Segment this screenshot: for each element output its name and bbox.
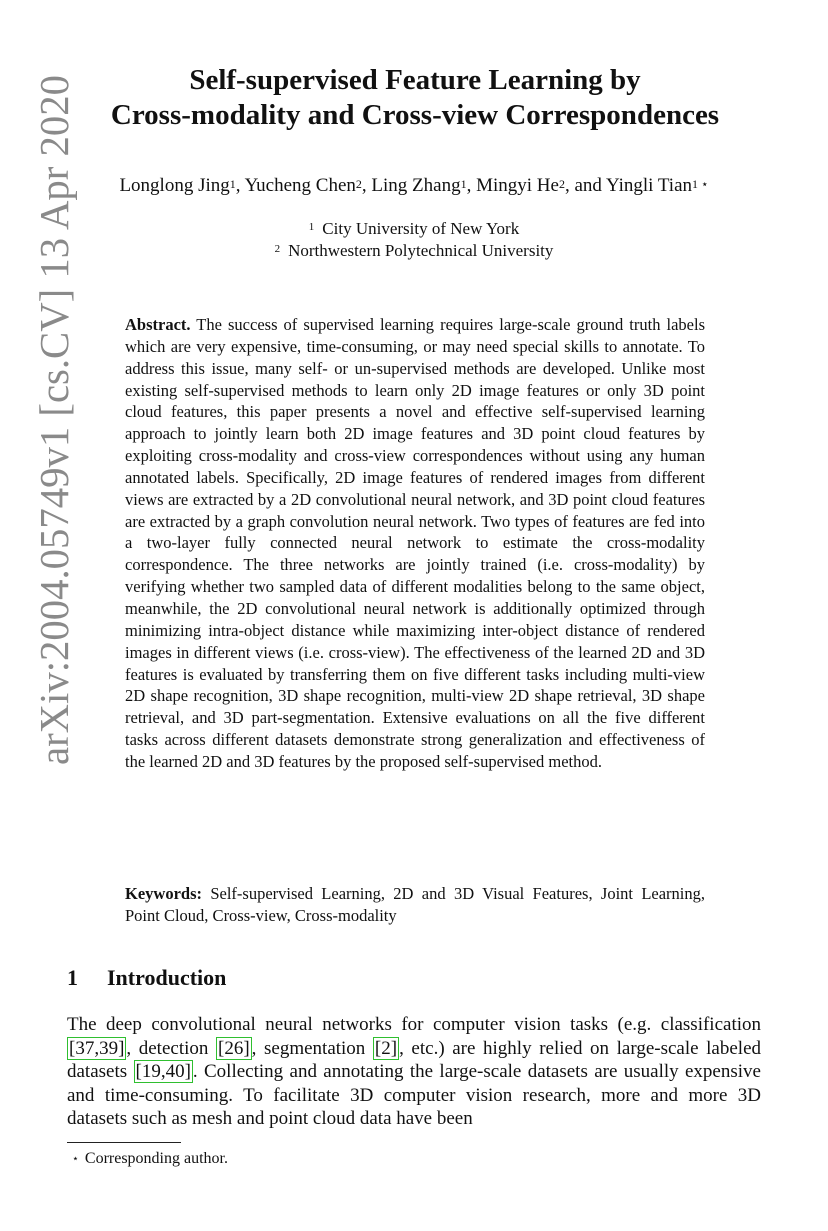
section-title: Introduction (107, 965, 227, 990)
abstract (125, 314, 705, 773)
citation-link[interactable]: [19,40] (135, 1061, 191, 1083)
intro-text: , etc.) are highly relied on large-scale labeled datasets (67, 1037, 762, 1083)
author-name: Ling Zhang (371, 175, 461, 196)
affiliation (0, 240, 828, 262)
intro-text: The deep convolutional neural networks for computer vision tasks (e.g. classification (67, 1014, 761, 1035)
author-affil-mark: 1 (460, 177, 467, 191)
affiliation (0, 218, 828, 240)
abstract-label: Abstract. (125, 315, 191, 334)
intro-text: , segmentation (251, 1037, 373, 1059)
author-list: Longlong Jing$^1$, Yucheng Chen$^2$, Ling Zhang$^1$, Mingyi He$^2$, and Yingli Tian$^{1 ⋆}$ (119, 175, 709, 196)
arxiv-stamp-text: arXiv:2004.05749v1 [cs.CV] 13 Apr 2020 (31, 70, 77, 765)
footnote-mark: ⋆ (72, 1153, 79, 1165)
keywords-label: Keywords: (125, 884, 202, 903)
affiliation-name: City University of New York (322, 219, 520, 238)
author-conjunction: and (574, 175, 602, 196)
affiliation-number: 1 (308, 221, 315, 233)
citation-link[interactable]: [26] (218, 1037, 250, 1059)
author-affil-mark: 1 ⋆ (692, 177, 709, 191)
affiliation-number: 2 (274, 243, 281, 255)
author-affil-mark: 2 (355, 177, 362, 191)
keywords-text: Self-supervised Learning, 2D and 3D Visual Features, Joint Learning, Point Cloud, Cross-view, Cross-modality (125, 884, 705, 925)
footnote-text: Corresponding author. (84, 1150, 228, 1167)
footnote-divider (67, 1142, 181, 1143)
author-name: Longlong Jing (119, 175, 230, 196)
abstract-text: The success of supervised learning requires large-scale ground truth labels which are very expensive, time-consuming, or may need special skills to annotate. To address this issue, many self- or un-supervised methods are developed. Unlike most existing self-supervised methods to learn only 2D image features or only 3D point cloud features, this paper presents a novel and effective self-supervised learning approach to jointly learn both 2D image features and 3D point cloud features by exploiting cross-modality and cross-view correspondences without using any human annotated labels. Specifically, 2D image features of rendered images from different views are extracted by a 2D convolutional neural network, and 3D point cloud features are extracted by a graph convolution neural network. Two types of features are fed into a two-layer fully connected neural network to estimate the cross-modality correspondence. The three networks are jointly trained (i.e. cross-modality) by verifying whether two sampled data of different modalities belong to the same object, meanwhile, the 2D convolutional neural network is additionally optimized through minimizing intra-object distance while maximizing inter-object distance of rendered images in different views (i.e. cross-view). The effectiveness of the learned 2D and 3D features is evaluated by transferring them on five different tasks including multi-view 2D shape recognition, 3D shape recognition, multi-view 2D shape retrieval, 3D shape retrieval, and 3D part-segmentation. Extensive evaluations on all the five different tasks across different datasets demonstrate strong generalization and effectiveness of the learned 2D and 3D features by the proposed self-supervised method. (125, 315, 705, 771)
author-name: Mingyi He (476, 175, 559, 196)
keywords (125, 883, 705, 927)
author-affil-mark: 1 (229, 177, 236, 191)
paper-title-line-2: Cross-modality and Cross-view Correspondences (110, 99, 720, 131)
citation-link[interactable]: [37,39] (69, 1037, 125, 1059)
paper-title-line-1: Self-supervised Feature Learning by (189, 64, 641, 96)
author-name: Yingli Tian (605, 175, 693, 196)
author-affil-mark: 2 (558, 177, 565, 191)
affiliation-name: Northwestern Polytechnical University (288, 241, 554, 260)
author-name: Yucheng Chen (244, 175, 356, 196)
intro-paragraph (67, 1013, 761, 1131)
intro-text: , detection (126, 1037, 216, 1059)
intro-text: . Collecting and annotating the large-scale datasets are usually expensive and time-consuming. To facilitate 3D computer vision research, more and more 3D datasets such as mesh and point cloud data have been (67, 1061, 761, 1130)
section-number: 1 (67, 965, 78, 990)
section-heading (67, 964, 226, 992)
footnote (72, 1149, 228, 1169)
citation-link[interactable]: [2] (374, 1037, 398, 1059)
